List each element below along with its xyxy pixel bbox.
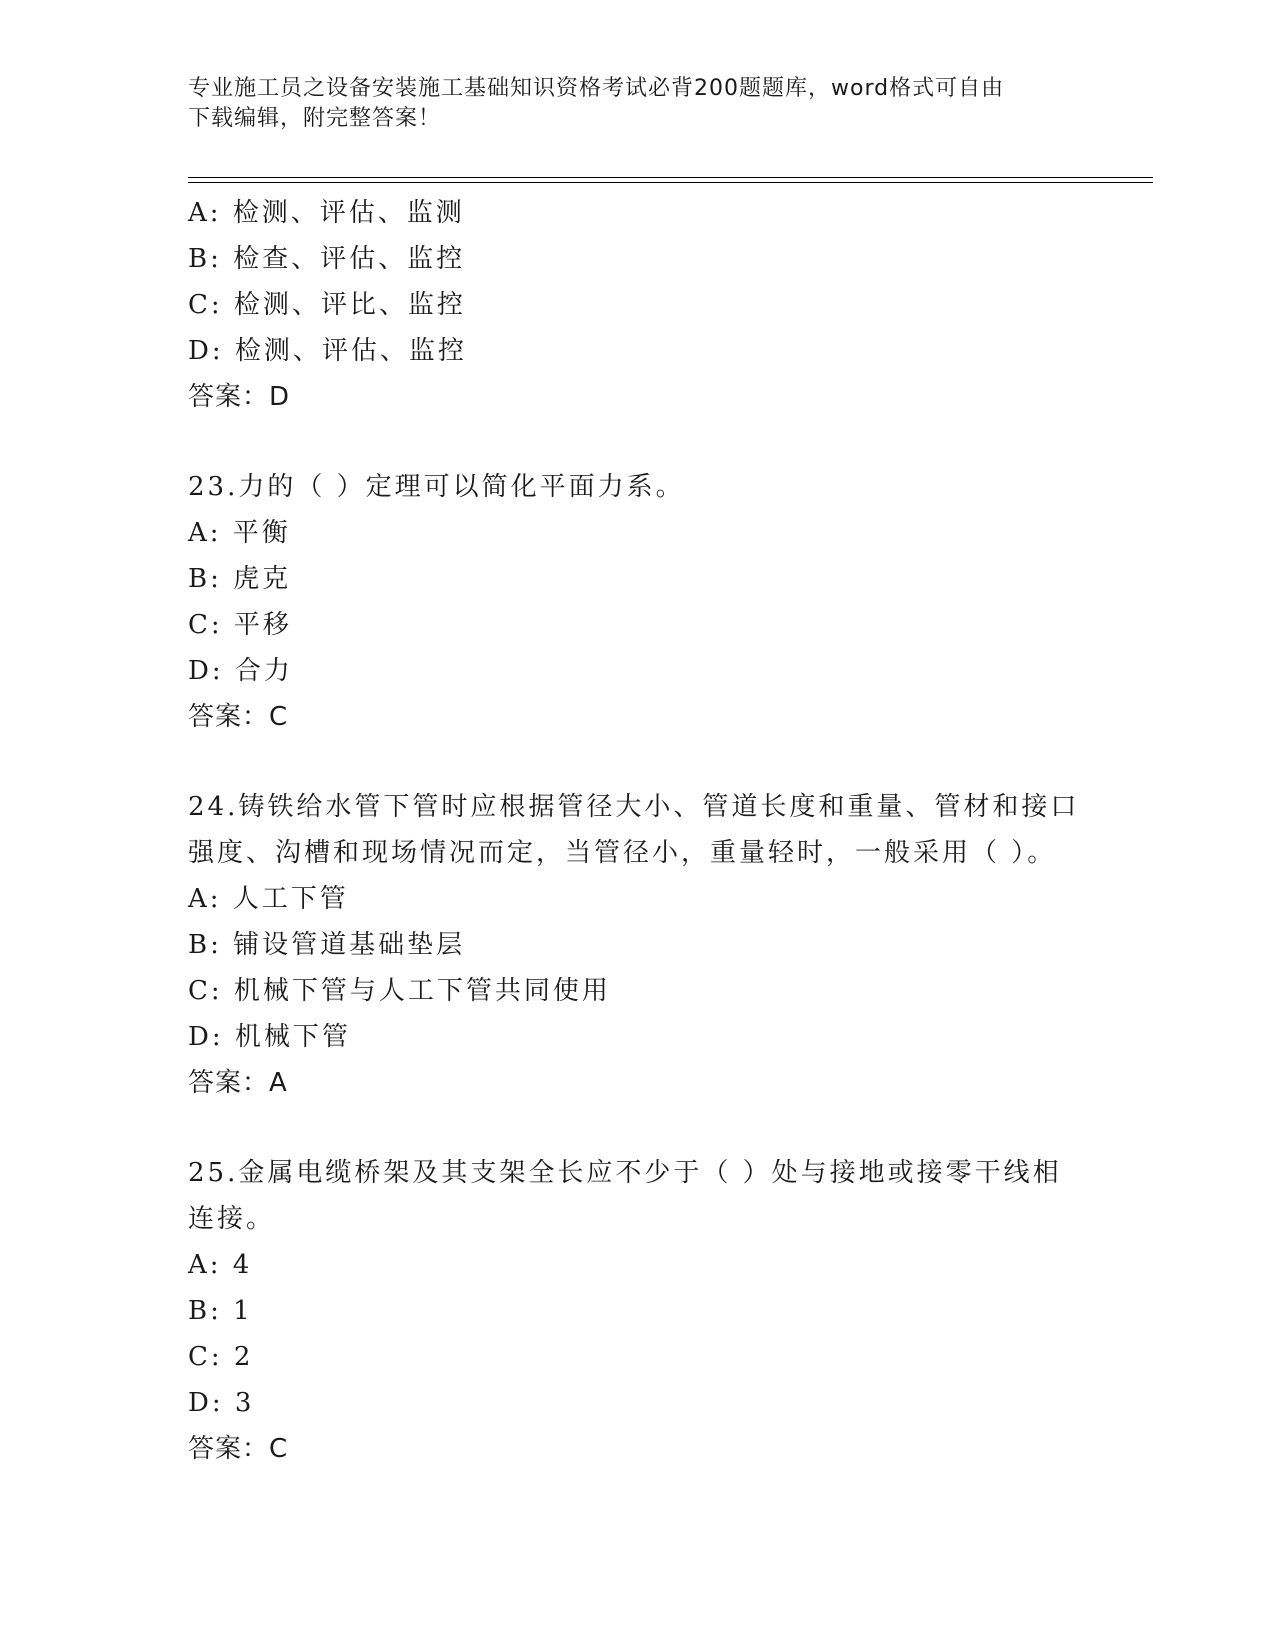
option-d: D: 检测、评估、监控: [188, 336, 467, 366]
question-23: [188, 464, 1088, 740]
option-a: A: 人工下管: [188, 884, 349, 914]
option-d: D: 3: [188, 1388, 255, 1418]
question-text-cont: 连接。: [188, 1204, 276, 1234]
option-b: B: 1: [188, 1296, 253, 1326]
option-c: C: 机械下管与人工下管共同使用: [188, 976, 611, 1006]
question-text: 24.铸铁给水管下管时应根据管径大小、管道长度和重量、管材和接口: [188, 792, 1080, 822]
answer-line: 答案：D: [188, 382, 291, 412]
option-b: B: 虎克: [188, 564, 292, 594]
header-line-2: 下载编辑，附完整答案！: [188, 106, 442, 131]
spacer: [188, 420, 1088, 464]
option-b: B: 铺设管道基础垫层: [188, 930, 466, 960]
spacer: [188, 740, 1088, 784]
option-c: C: 检测、评比、监控: [188, 290, 466, 320]
spacer: [188, 1106, 1088, 1150]
option-c: C: 2: [188, 1342, 254, 1372]
header-line-1: 专业施工员之设备安装施工基础知识资格考试必背200题题库，word格式可自由: [188, 76, 1005, 101]
prev-question-block: [188, 190, 1088, 420]
option-a: A: 检测、评估、监测: [188, 198, 465, 228]
document-header: [188, 74, 1068, 134]
option-a: A: 平衡: [188, 518, 291, 548]
question-text-cont: 强度、沟槽和现场情况而定，当管径小，重量轻时，一般采用（ ）。: [188, 838, 1057, 868]
option-d: D: 合力: [188, 656, 293, 686]
header-divider-top: [188, 177, 1153, 178]
answer-line: 答案：A: [188, 1068, 288, 1098]
question-list: [188, 190, 1088, 1472]
option-a: A: 4: [188, 1250, 253, 1280]
answer-line: 答案：C: [188, 1434, 289, 1464]
question-text: 25.金属电缆桥架及其支架全长应不少于（ ）处与接地或接零干线相: [188, 1158, 1062, 1188]
question-text: 23.力的（ ）定理可以简化平面力系。: [188, 472, 685, 502]
question-25: [188, 1150, 1088, 1472]
option-c: C: 平移: [188, 610, 292, 640]
option-d: D: 机械下管: [188, 1022, 351, 1052]
header-divider-bottom: [188, 182, 1153, 183]
option-b: B: 检查、评估、监控: [188, 244, 466, 274]
answer-line: 答案：C: [188, 702, 289, 732]
question-24: [188, 784, 1088, 1106]
